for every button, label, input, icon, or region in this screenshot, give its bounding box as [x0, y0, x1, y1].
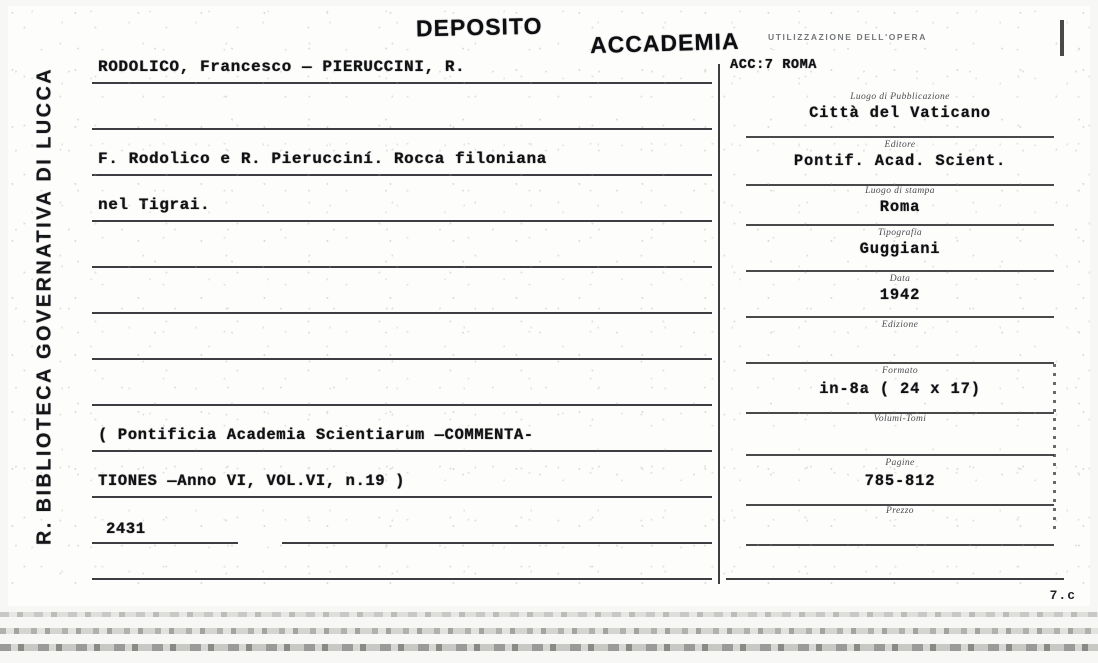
- rule-line-4: [92, 220, 712, 222]
- field-caption-formato: Formato: [881, 366, 919, 376]
- field-value-formato: in-8a ( 24 x 17): [819, 380, 981, 398]
- accademia-stamp: ACCADEMIA: [589, 27, 740, 59]
- field-caption-volumi-tomi: Volumi-Tomi: [873, 414, 927, 424]
- edge-tick-top: [1060, 20, 1064, 56]
- note-line-1: ( Pontificia Academia Scientiarum —COMMENTA-: [98, 426, 534, 444]
- rule-field-3: [746, 224, 1054, 226]
- field-caption-luogo-pubblicazione: Luogo di Pubblicazione: [850, 92, 950, 102]
- scan-artifact-band-2: [0, 628, 1098, 634]
- author-line-text: RODOLICO, Francesco — PIERUCCINI, R.: [98, 58, 466, 76]
- scan-artifact-band-3: [0, 644, 1098, 651]
- field-value-pagine: 785-812: [864, 472, 936, 490]
- title-line-1: F. Rodolico e R. Pierucciní. Rocca filoniana: [98, 150, 547, 168]
- utilizzazione-header-text: UTILIZZAZIONE DELL'OPERA: [768, 32, 927, 42]
- field-caption-pagine: Pagine: [885, 458, 915, 468]
- rule-line-9: [92, 450, 712, 452]
- field-value-luogo-pubblicazione: Città del Vaticano: [809, 104, 991, 122]
- rule-bottom-right: [726, 578, 1064, 580]
- rule-field-1: [746, 136, 1054, 138]
- scan-artifact-band-1: [0, 612, 1098, 617]
- rule-inventory: [92, 542, 238, 544]
- field-value-data: 1942: [879, 286, 921, 304]
- rule-inventory-right: [282, 542, 712, 544]
- note-line-2: TIONES —Anno VI, VOL.VI, n.19 ): [98, 472, 405, 490]
- rule-field-10: [746, 544, 1054, 546]
- rule-line-5: [92, 266, 712, 268]
- rule-line-2: [92, 128, 712, 130]
- rule-field-4: [746, 270, 1054, 272]
- rule-field-5: [746, 316, 1054, 318]
- accession-stamp: ACC:7 ROMA: [730, 58, 818, 73]
- deposito-stamp: DEPOSITO: [415, 12, 543, 42]
- rule-field-8: [746, 454, 1054, 456]
- field-value-tipografia: Guggiani: [859, 240, 941, 258]
- rule-line-10: [92, 496, 712, 498]
- spine-label-text: R. BIBLIOTECA GOVERNATIVA DI LUCCA: [33, 66, 56, 546]
- field-caption-luogo-stampa: Luogo di stampa: [865, 186, 935, 196]
- field-value-editore: Pontif. Acad. Scient.: [793, 152, 1007, 170]
- library-spine-label: [22, 14, 68, 598]
- edge-fleck-marks: [1053, 364, 1056, 534]
- card-form: [86, 36, 1066, 584]
- rule-bottom: [92, 578, 712, 580]
- field-value-luogo-stampa: Roma: [879, 198, 921, 216]
- rule-line-7: [92, 358, 712, 360]
- field-caption-tipografia: Tipografia: [877, 228, 923, 238]
- catalog-card: [8, 6, 1090, 606]
- rule-field-6: [746, 362, 1054, 364]
- field-caption-prezzo: Prezzo: [886, 506, 914, 516]
- inventory-number-text: 2431: [106, 520, 146, 538]
- corner-pencil-note: 7.c: [1049, 588, 1076, 603]
- rule-line-6: [92, 312, 712, 314]
- rule-line-8: [92, 404, 712, 406]
- field-caption-editore: Editore: [884, 140, 916, 150]
- field-caption-data: Data: [889, 274, 911, 284]
- rule-author: [92, 82, 712, 84]
- rule-line-3: [92, 174, 712, 176]
- column-divider: [718, 64, 720, 584]
- field-caption-edizione: Edizione: [881, 320, 919, 330]
- title-line-2: nel Tigrai.: [98, 196, 211, 214]
